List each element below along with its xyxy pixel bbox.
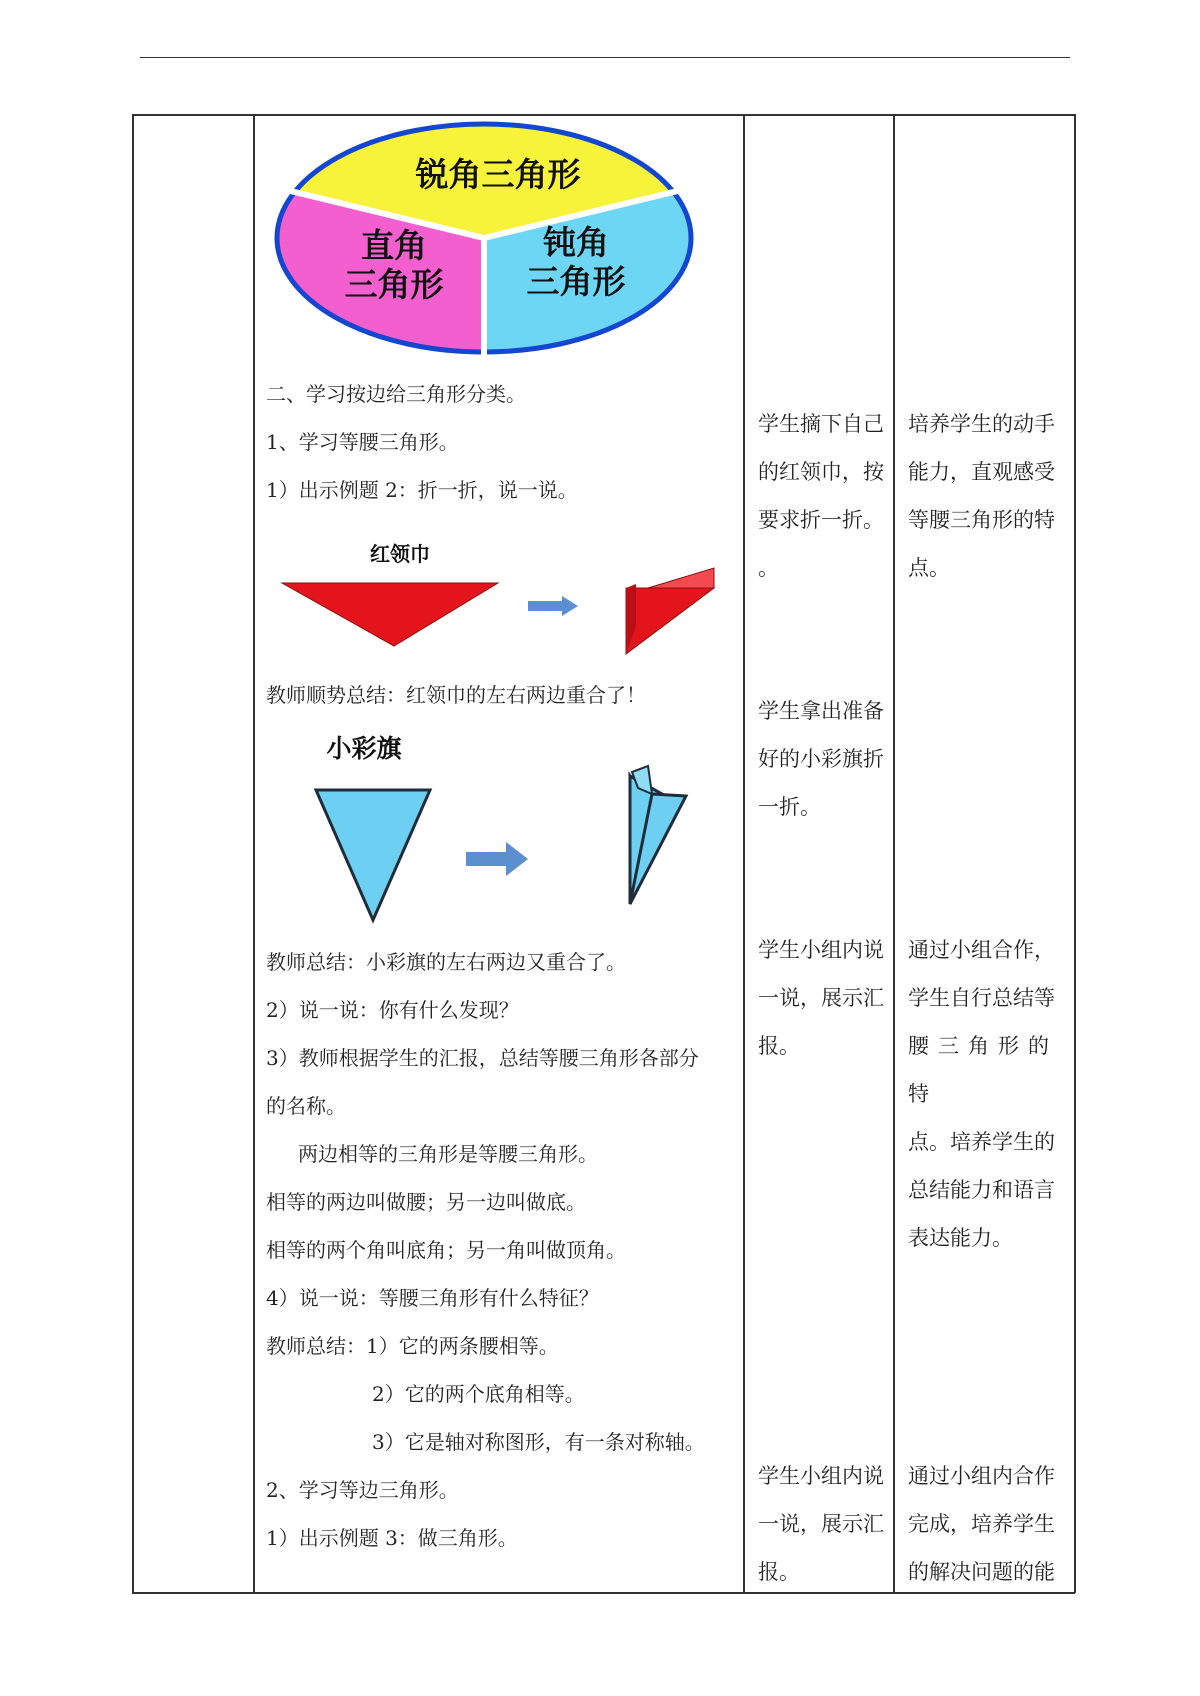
table-left-border — [132, 114, 134, 1593]
lesson-line: 的名称。 — [266, 1094, 346, 1118]
lesson-line: 3）它是轴对称图形，有一条对称轴。 — [372, 1430, 705, 1454]
lesson-line: 1）出示例题 3：做三角形。 — [266, 1526, 518, 1550]
acute-label: 锐角三角形 — [415, 155, 581, 194]
scarf-label: 红领巾 — [370, 542, 430, 566]
student-activity-3: 学生小组内说 一说，展示汇 报。 — [758, 938, 884, 1058]
student-activity-2: 学生拿出准备 好的小彩旗折 一折。 — [758, 699, 884, 819]
small-flag-illustration — [280, 728, 720, 928]
right-label-line1: 直角 — [361, 226, 427, 265]
triangle-classification-diagram — [270, 118, 698, 358]
lesson-line: 教师总结：小彩旗的左右两边又重合了。 — [266, 950, 626, 974]
red-scarf-illustration — [276, 536, 736, 664]
table-right-border — [1074, 114, 1076, 1593]
design-intent-3: 通过小组内合作 完成，培养学生 的解决问题的能 — [908, 1464, 1055, 1584]
folded-flag — [630, 766, 686, 904]
lesson-line: 相等的两边叫做腰；另一边叫做底。 — [266, 1190, 586, 1214]
table-divider-2 — [743, 114, 745, 1593]
table-top-border — [132, 114, 1075, 116]
arrow-icon — [528, 596, 578, 616]
flag-triangle — [316, 790, 430, 920]
scarf-triangle — [282, 583, 498, 646]
table-divider-1 — [253, 114, 255, 1593]
flag-label: 小彩旗 — [326, 734, 402, 763]
lesson-line: 两边相等的三角形是等腰三角形。 — [298, 1142, 598, 1166]
header-rule — [140, 57, 1070, 58]
lesson-line: 3）教师根据学生的汇报，总结等腰三角形各部分 — [266, 1046, 699, 1070]
student-activity-1: 学生摘下自己 的红领巾，按 要求折一折。 。 — [758, 412, 884, 580]
right-label-line2: 三角形 — [344, 265, 444, 304]
lesson-line: 1）出示例题 2：折一折，说一说。 — [266, 478, 578, 502]
table-divider-3 — [893, 114, 895, 1593]
lesson-line: 4）说一说：等腰三角形有什么特征？ — [266, 1286, 599, 1310]
lesson-line: 2）说一说：你有什么发现？ — [266, 998, 519, 1022]
lesson-line: 教师总结：1）它的两条腰相等。 — [266, 1334, 559, 1358]
obtuse-label-line2: 三角形 — [526, 262, 626, 301]
obtuse-label-line1: 钝角 — [543, 223, 609, 262]
lesson-line: 2）它的两个底角相等。 — [372, 1382, 585, 1406]
arrow-icon — [466, 842, 528, 876]
design-intent-2: 通过小组合作， 学生自行总结等 腰三角形的特 点。培养学生的 总结能力和语言 表达能力。 — [908, 938, 1058, 1250]
lesson-line: 1、学习等腰三角形。 — [266, 430, 459, 454]
lesson-line: 教师顺势总结：红领巾的左右两边重合了！ — [266, 683, 646, 707]
design-intent-1: 培养学生的动手 能力，直观感受 等腰三角形的特 点。 — [908, 412, 1055, 580]
lesson-line: 2、学习等边三角形。 — [266, 1478, 459, 1502]
lesson-line: 二、学习按边给三角形分类。 — [266, 382, 526, 406]
folded-scarf — [626, 568, 714, 654]
lesson-line: 相等的两个角叫底角；另一角叫做顶角。 — [266, 1238, 626, 1262]
student-activity-4: 学生小组内说 一说，展示汇 报。 — [758, 1464, 884, 1584]
